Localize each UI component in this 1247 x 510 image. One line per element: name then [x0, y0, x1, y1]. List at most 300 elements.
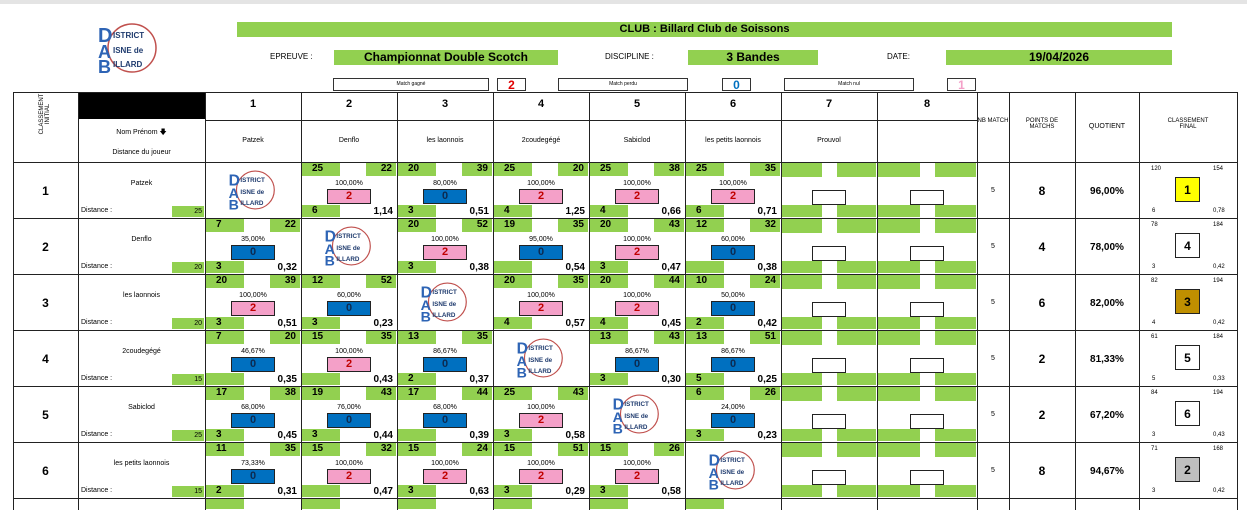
score-points[interactable]: 25	[590, 163, 628, 176]
empty-score-b	[935, 331, 976, 345]
score-percentage: 100,00%	[335, 180, 363, 187]
empty-score-a	[782, 219, 822, 233]
score-reprises[interactable]: 20	[558, 163, 588, 176]
player-number-header: 8	[923, 98, 931, 110]
empty-score-a	[878, 163, 920, 177]
score-reprises[interactable]: 35	[750, 163, 780, 176]
score-serie[interactable]: 2	[686, 317, 724, 329]
score-serie[interactable]: 3	[398, 485, 436, 497]
score-percentage: 100,00%	[623, 236, 651, 243]
classement-initial-header: CLASSEMENT INITIAL	[39, 93, 51, 135]
player-name-header: les laonnois	[426, 137, 464, 144]
empty-score-b	[935, 275, 976, 289]
epreuve-label: EPREUVE :	[270, 52, 313, 61]
empty-stat-d	[837, 205, 876, 217]
score-serie[interactable]	[686, 261, 724, 273]
score-average: 0,39	[469, 430, 489, 441]
score-average: 0,54	[565, 262, 585, 273]
nb-match-value: 5	[991, 467, 995, 474]
score-reprises[interactable]: 35	[366, 331, 396, 344]
score-reprises[interactable]: 52	[462, 219, 492, 232]
score-serie[interactable]: 4	[494, 205, 532, 217]
svg-text:D: D	[612, 396, 624, 414]
score-average: 0,51	[469, 206, 489, 217]
nb-match-value: 5	[991, 411, 995, 418]
score-serie[interactable]: 4	[494, 317, 532, 329]
score-average: 0,66	[661, 206, 681, 217]
match-result: 0	[231, 469, 275, 484]
empty-stat-d	[837, 261, 876, 273]
match-result: 2	[423, 469, 467, 484]
match-result: 0	[231, 357, 275, 372]
svg-text:ISTRICT: ISTRICT	[113, 31, 145, 40]
score-average: 0,63	[469, 486, 489, 497]
score-reprises[interactable]: 32	[750, 219, 780, 232]
final-best-serie: 5	[1152, 376, 1156, 382]
score-average: 0,47	[373, 486, 393, 497]
partial-row-cell	[494, 499, 532, 509]
score-points[interactable]: 20	[590, 275, 628, 288]
player-number-header: 7	[825, 98, 833, 110]
score-serie[interactable]: 3	[590, 485, 628, 497]
score-serie[interactable]: 3	[494, 429, 532, 441]
score-serie[interactable]: 6	[686, 205, 724, 217]
nb-match-value: 5	[991, 187, 995, 194]
legend-lost-value: 0	[722, 78, 751, 91]
final-best-serie: 6	[1152, 208, 1156, 214]
svg-text:D: D	[420, 284, 432, 302]
match-result: 0	[423, 189, 467, 204]
score-serie[interactable]: 3	[686, 429, 724, 441]
svg-text:B: B	[420, 309, 431, 326]
final-total-reprises: 184	[1213, 222, 1224, 228]
classement-final-header: CLASSEMENT FINAL	[1167, 118, 1209, 130]
score-reprises[interactable]: 26	[654, 443, 684, 456]
score-average: 0,45	[661, 318, 681, 329]
match-result: 0	[711, 413, 755, 428]
empty-result-box[interactable]	[812, 246, 846, 261]
arrow-down-icon[interactable]: 🡇	[157, 129, 167, 136]
score-serie[interactable]	[302, 373, 340, 385]
svg-text:ISNE de: ISNE de	[528, 356, 553, 364]
svg-text:ISNE de: ISNE de	[336, 244, 361, 252]
empty-result-box[interactable]	[910, 246, 944, 261]
empty-stat-d	[837, 485, 876, 497]
row-player-name: Patzek	[130, 180, 153, 187]
empty-score-a	[878, 275, 920, 289]
score-serie[interactable]: 3	[494, 485, 532, 497]
district-logo	[227, 166, 279, 214]
score-percentage: 100,00%	[335, 348, 363, 355]
svg-text:ISTRICT: ISTRICT	[240, 177, 265, 185]
score-points[interactable]: 15	[590, 443, 628, 456]
score-points[interactable]: 12	[686, 219, 724, 232]
top-border	[0, 0, 1247, 4]
score-average: 0,37	[469, 374, 489, 385]
score-percentage: 80,00%	[433, 180, 457, 187]
empty-stat-c	[878, 317, 920, 329]
nb-match-value: 5	[991, 355, 995, 362]
score-serie[interactable]: 3	[206, 429, 244, 441]
svg-text:ISNE de: ISNE de	[720, 468, 745, 476]
score-reprises[interactable]: 35	[558, 275, 588, 288]
score-serie[interactable]	[398, 429, 436, 441]
empty-score-a	[878, 387, 920, 401]
score-percentage: 100,00%	[527, 292, 555, 299]
final-average: 0,42	[1213, 320, 1225, 326]
score-serie[interactable]	[302, 485, 340, 497]
score-percentage: 100,00%	[527, 460, 555, 467]
score-percentage: 86,67%	[433, 348, 457, 355]
district-logo	[323, 222, 375, 270]
score-percentage: 76,00%	[337, 404, 361, 411]
score-points[interactable]: 15	[398, 443, 436, 456]
svg-text:ISNE de: ISNE de	[240, 188, 265, 196]
svg-text:B: B	[516, 365, 527, 382]
empty-result-box[interactable]	[812, 470, 846, 485]
final-total-points: 120	[1151, 166, 1162, 172]
score-reprises[interactable]: 43	[558, 387, 588, 400]
empty-score-b	[837, 275, 876, 289]
score-reprises[interactable]: 22	[366, 163, 396, 176]
empty-score-a	[782, 275, 822, 289]
score-serie[interactable]: 3	[302, 317, 340, 329]
final-average: 0,42	[1213, 488, 1225, 494]
empty-score-a	[782, 387, 822, 401]
empty-stat-d	[837, 373, 876, 385]
empty-result-box[interactable]	[812, 414, 846, 429]
svg-text:ILLARD: ILLARD	[528, 367, 552, 375]
score-points[interactable]: 25	[686, 163, 724, 176]
date-value[interactable]: 19/04/2026	[946, 50, 1172, 65]
svg-text:ILLARD: ILLARD	[240, 199, 264, 207]
svg-text:D: D	[98, 25, 113, 47]
score-reprises[interactable]: 44	[654, 275, 684, 288]
discipline-value[interactable]: 3 Bandes	[688, 50, 818, 65]
score-reprises[interactable]: 38	[654, 163, 684, 176]
score-serie[interactable]: 2	[206, 485, 244, 497]
quotient-value: 81,33%	[1090, 354, 1124, 365]
score-percentage: 100,00%	[239, 292, 267, 299]
score-reprises[interactable]: 51	[750, 331, 780, 344]
match-result: 0	[423, 413, 467, 428]
empty-stat-c	[782, 485, 822, 497]
svg-text:A: A	[98, 42, 111, 62]
empty-score-b	[837, 387, 876, 401]
empty-score-a	[782, 443, 822, 457]
final-total-reprises: 154	[1213, 166, 1224, 172]
score-average: 1,14	[373, 206, 393, 217]
empty-result-box[interactable]	[910, 414, 944, 429]
score-points[interactable]: 25	[302, 163, 340, 176]
distance-label: Distance :	[81, 263, 113, 270]
final-total-points: 71	[1151, 446, 1158, 452]
player-number-header: 1	[249, 98, 257, 110]
empty-score-b	[935, 387, 976, 401]
final-average: 0,33	[1213, 376, 1225, 382]
svg-text:D: D	[516, 340, 528, 358]
discipline-label: DISCIPLINE :	[605, 52, 654, 61]
nb-match-value: 5	[991, 243, 995, 250]
grid-hline	[205, 120, 977, 121]
svg-text:ISTRICT: ISTRICT	[432, 289, 457, 297]
empty-result-box[interactable]	[910, 302, 944, 317]
epreuve-value[interactable]: Championnat Double Scotch	[334, 50, 558, 65]
nb-match-header: NB MATCH	[977, 118, 1009, 124]
final-total-points: 78	[1151, 222, 1158, 228]
score-reprises[interactable]: 24	[462, 443, 492, 456]
quotient-value: 78,00%	[1090, 242, 1124, 253]
score-percentage: 100,00%	[623, 180, 651, 187]
player-name-header: 2coudegégé	[521, 137, 561, 144]
partial-row-cell	[590, 499, 628, 509]
score-average: 0,58	[565, 430, 585, 441]
score-percentage: 46,67%	[241, 348, 265, 355]
empty-stat-c	[782, 317, 822, 329]
final-total-reprises: 184	[1213, 334, 1224, 340]
score-serie[interactable]: 5	[686, 373, 724, 385]
empty-stat-d	[935, 485, 976, 497]
score-serie[interactable]	[494, 261, 532, 273]
match-result: 2	[615, 245, 659, 260]
partial-row-cell	[686, 499, 724, 509]
nb-match-value: 5	[991, 299, 995, 306]
quotient-value: 67,20%	[1090, 410, 1124, 421]
empty-score-a	[782, 331, 822, 345]
score-reprises[interactable]: 35	[558, 219, 588, 232]
empty-score-a	[878, 443, 920, 457]
score-points[interactable]: 17	[206, 387, 244, 400]
final-best-serie: 3	[1152, 488, 1156, 494]
match-result: 2	[327, 469, 371, 484]
score-reprises[interactable]: 26	[750, 387, 780, 400]
score-reprises[interactable]: 39	[270, 275, 300, 288]
distance-label: Distance :	[81, 319, 113, 326]
svg-text:B: B	[228, 197, 239, 214]
score-serie[interactable]: 4	[590, 205, 628, 217]
score-percentage: 86,67%	[625, 348, 649, 355]
score-points[interactable]: 12	[302, 275, 340, 288]
score-points[interactable]: 13	[590, 331, 628, 344]
score-points[interactable]: 20	[590, 219, 628, 232]
score-average: 0,38	[469, 262, 489, 273]
grid-hline	[13, 386, 1237, 387]
score-serie[interactable]: 3	[590, 373, 628, 385]
legend-won-label: Match gagné	[333, 78, 489, 91]
empty-result-box[interactable]	[812, 302, 846, 317]
row-rank: 3	[42, 296, 49, 310]
final-rank-box: 2	[1175, 457, 1200, 482]
player-name-header: Prouvol	[817, 137, 841, 144]
score-average: 0,31	[277, 486, 297, 497]
score-points[interactable]: 11	[206, 443, 244, 456]
score-reprises[interactable]: 43	[654, 219, 684, 232]
score-reprises[interactable]: 39	[462, 163, 492, 176]
score-points[interactable]: 19	[302, 387, 340, 400]
score-reprises[interactable]: 22	[270, 219, 300, 232]
final-rank-box: 6	[1175, 401, 1200, 426]
score-serie[interactable]: 3	[590, 261, 628, 273]
match-result: 2	[615, 301, 659, 316]
partial-row-cell	[398, 499, 436, 509]
header-black-block	[79, 93, 205, 119]
match-result: 0	[423, 357, 467, 372]
empty-stat-d	[837, 317, 876, 329]
match-result: 2	[615, 189, 659, 204]
score-points[interactable]: 20	[494, 275, 532, 288]
score-average: 0,25	[757, 374, 777, 385]
row-distance: 20	[172, 262, 204, 273]
score-points[interactable]: 20	[206, 275, 244, 288]
score-average: 0,32	[277, 262, 297, 273]
svg-text:D: D	[324, 228, 336, 246]
score-serie[interactable]: 3	[206, 317, 244, 329]
svg-text:ILLARD: ILLARD	[432, 311, 456, 319]
distance-joueur-header: Distance du joueur	[112, 149, 171, 156]
score-points[interactable]: 15	[302, 443, 340, 456]
svg-text:ILLARD: ILLARD	[624, 423, 648, 431]
final-total-points: 61	[1151, 334, 1158, 340]
score-average: 0,71	[757, 206, 777, 217]
svg-text:ISTRICT: ISTRICT	[336, 233, 361, 241]
partial-row-cell	[206, 499, 244, 509]
score-points[interactable]: 7	[206, 331, 244, 344]
score-points[interactable]: 13	[398, 331, 436, 344]
empty-result-box[interactable]	[812, 358, 846, 373]
score-reprises[interactable]: 51	[558, 443, 588, 456]
score-points[interactable]: 20	[398, 219, 436, 232]
svg-text:B: B	[98, 57, 111, 74]
legend-lost-label: Match perdu	[558, 78, 688, 91]
partial-row-cell	[302, 499, 340, 509]
score-average: 0,58	[661, 486, 681, 497]
score-points[interactable]: 15	[494, 443, 532, 456]
final-total-reprises: 194	[1213, 390, 1224, 396]
score-points[interactable]: 10	[686, 275, 724, 288]
score-average: 0,38	[757, 262, 777, 273]
score-points[interactable]: 20	[398, 163, 436, 176]
match-result: 0	[615, 357, 659, 372]
distance-label: Distance :	[81, 487, 113, 494]
row-rank: 5	[42, 408, 49, 422]
empty-result-box[interactable]	[812, 190, 846, 205]
score-percentage: 24,00%	[721, 404, 745, 411]
player-number-header: 4	[537, 98, 545, 110]
score-serie[interactable]: 3	[206, 261, 244, 273]
score-average: 0,29	[565, 486, 585, 497]
score-percentage: 100,00%	[623, 292, 651, 299]
player-name-header: Patzek	[242, 137, 264, 144]
district-logo	[419, 278, 471, 326]
score-points[interactable]: 19	[494, 219, 532, 232]
svg-text:A: A	[420, 297, 431, 314]
score-serie[interactable]: 6	[302, 205, 340, 217]
match-result: 2	[231, 301, 275, 316]
svg-text:B: B	[612, 421, 623, 438]
svg-text:D: D	[708, 452, 720, 470]
empty-result-box[interactable]	[910, 358, 944, 373]
distance-label: Distance :	[81, 207, 113, 214]
score-serie[interactable]: 4	[590, 317, 628, 329]
score-reprises[interactable]: 43	[366, 387, 396, 400]
match-result: 2	[327, 357, 371, 372]
score-reprises[interactable]: 52	[366, 275, 396, 288]
score-percentage: 35,00%	[241, 236, 265, 243]
score-serie[interactable]: 3	[398, 261, 436, 273]
svg-text:ILLARD: ILLARD	[113, 60, 143, 69]
score-reprises[interactable]: 35	[270, 443, 300, 456]
match-result: 2	[327, 189, 371, 204]
score-reprises[interactable]: 32	[366, 443, 396, 456]
score-percentage: 100,00%	[623, 460, 651, 467]
points-value: 8	[1038, 464, 1046, 478]
svg-text:ISNE de: ISNE de	[113, 46, 144, 55]
score-points[interactable]: 25	[494, 387, 532, 400]
row-player-name: Sabiclod	[128, 404, 155, 411]
score-percentage: 86,67%	[721, 348, 745, 355]
final-average: 0,43	[1213, 432, 1225, 438]
score-serie[interactable]: 2	[398, 373, 436, 385]
row-rank: 2	[42, 240, 49, 254]
final-total-points: 84	[1151, 390, 1158, 396]
final-rank-box: 1	[1175, 177, 1200, 202]
grid-vline	[1237, 92, 1238, 510]
score-percentage: 68,00%	[433, 404, 457, 411]
player-number-header: 5	[633, 98, 641, 110]
score-points[interactable]: 15	[302, 331, 340, 344]
empty-result-box[interactable]	[910, 470, 944, 485]
score-reprises[interactable]: 24	[750, 275, 780, 288]
match-result: 0	[711, 357, 755, 372]
row-distance: 15	[172, 374, 204, 385]
score-percentage: 100,00%	[527, 180, 555, 187]
empty-stat-c	[782, 373, 822, 385]
legend-draw-label: Match nul	[784, 78, 914, 91]
score-percentage: 100,00%	[719, 180, 747, 187]
score-points[interactable]: 6	[686, 387, 724, 400]
quotient-value: 96,00%	[1090, 186, 1124, 197]
score-serie[interactable]: 3	[302, 429, 340, 441]
score-reprises[interactable]: 43	[654, 331, 684, 344]
score-points[interactable]: 7	[206, 219, 244, 232]
score-reprises[interactable]: 38	[270, 387, 300, 400]
empty-result-box[interactable]	[910, 190, 944, 205]
score-points[interactable]: 13	[686, 331, 724, 344]
club-bar: CLUB : Billard Club de Soissons	[237, 22, 1172, 37]
score-reprises[interactable]: 44	[462, 387, 492, 400]
score-serie[interactable]: 3	[398, 205, 436, 217]
empty-stat-d	[837, 429, 876, 441]
match-result: 0	[711, 301, 755, 316]
empty-score-a	[782, 163, 822, 177]
final-rank-box: 5	[1175, 345, 1200, 370]
score-points[interactable]: 17	[398, 387, 436, 400]
score-serie[interactable]	[206, 373, 244, 385]
score-average: 0,23	[373, 318, 393, 329]
score-reprises[interactable]: 20	[270, 331, 300, 344]
match-result: 2	[711, 189, 755, 204]
empty-score-a	[878, 219, 920, 233]
row-distance: 15	[172, 486, 204, 497]
empty-score-a	[878, 331, 920, 345]
score-points[interactable]: 25	[494, 163, 532, 176]
score-reprises[interactable]: 35	[462, 331, 492, 344]
empty-stat-c	[878, 485, 920, 497]
empty-stat-c	[878, 205, 920, 217]
district-logo	[707, 446, 759, 494]
row-distance: 20	[172, 318, 204, 329]
svg-text:ILLARD: ILLARD	[336, 255, 360, 263]
